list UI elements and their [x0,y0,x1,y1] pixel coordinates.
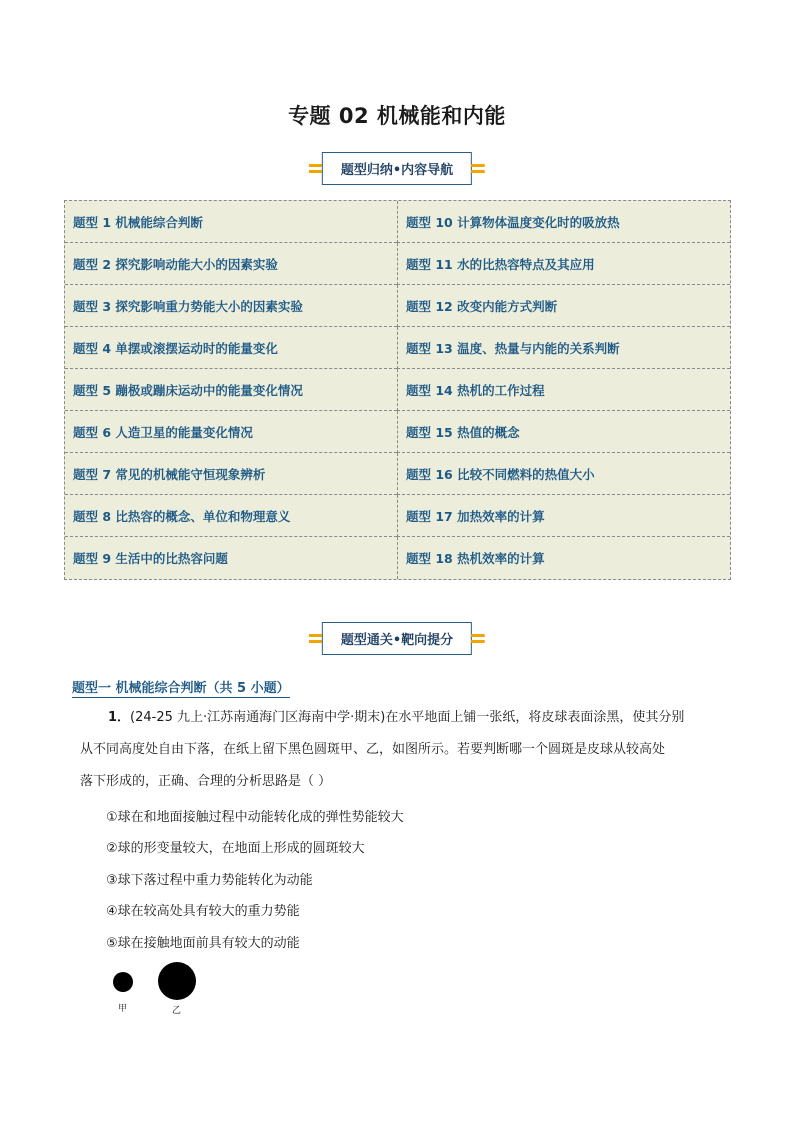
nav-item[interactable]: 题型 8 比热容的概念、单位和物理意义 [65,495,397,537]
option-item: ③球下落过程中重力势能转化为动能 [106,873,313,888]
small-spot-figure [113,972,133,992]
nav-section-badge [309,152,485,185]
question-section-heading: 题型一 机械能综合判断（共 5 小题） [72,677,290,698]
nav-item[interactable]: 题型 6 人造卫星的能量变化情况 [65,411,397,453]
nav-item[interactable]: 题型 2 探究影响动能大小的因素实验 [65,243,397,285]
question-number: 1． [108,710,131,725]
question-line: 落下形成的，正确、合理的分析思路是（ ） [80,774,332,789]
nav-item[interactable]: 题型 3 探究影响重力势能大小的因素实验 [65,285,397,327]
nav-item[interactable]: 题型 1 机械能综合判断 [65,201,397,243]
question-stem [80,702,720,798]
question-line: (24-25 九上·江苏南通海门区海南中学·期末)在水平地面上铺一张纸，将皮球表面涂黑，使其分别 [130,710,685,725]
nav-item[interactable]: 题型 9 生活中的比热容问题 [73,551,228,566]
badge-decoration-icon [471,634,485,643]
nav-item[interactable]: 题型 4 单摆或滚摆运动时的能量变化 [65,327,397,369]
nav-item[interactable]: 题型 17 加热效率的计算 [397,495,730,537]
badge-decoration-icon [309,634,323,643]
option-item: ①球在和地面接触过程中动能转化成的弹性势能较大 [106,810,404,825]
figure-label-yi: 乙 [172,1006,182,1016]
nav-item[interactable]: 题型 16 比较不同燃料的热值大小 [397,453,730,495]
large-spot-figure [158,962,196,1000]
figure-label-jia: 甲 [118,1004,128,1014]
nav-item[interactable]: 题型 5 蹦极或蹦床运动中的能量变化情况 [65,369,397,411]
option-item: ②球的形变量较大，在地面上形成的圆斑较大 [106,841,365,856]
practice-section-badge [309,622,485,655]
option-item: ④球在较高处具有较大的重力势能 [106,904,300,919]
question-line: 从不同高度处自由下落，在纸上留下黑色圆斑甲、乙，如图所示。若要判断哪一个圆斑是皮球从较高处 [80,742,666,757]
practice-badge-label: 题型通关•靶向提分 [322,622,472,655]
nav-item[interactable]: 题型 13 温度、热量与内能的关系判断 [397,327,730,369]
nav-item[interactable]: 题型 7 常见的机械能守恒现象辨析 [65,453,397,495]
nav-item[interactable]: 题型 14 热机的工作过程 [397,369,730,411]
nav-item[interactable]: 题型 15 热值的概念 [397,411,730,453]
nav-item[interactable]: 题型 18 热机效率的计算 [397,537,730,579]
nav-item[interactable]: 题型 11 水的比热容特点及其应用 [397,243,730,285]
topic-navigation-table [64,200,731,580]
nav-item[interactable]: 题型 10 计算物体温度变化时的吸放热 [397,201,730,243]
nav-item[interactable]: 题型 12 改变内能方式判断 [397,285,730,327]
option-item: ⑤球在接触地面前具有较大的动能 [106,936,300,951]
nav-badge-label: 题型归纳•内容导航 [322,152,472,185]
badge-decoration-icon [471,164,485,173]
badge-decoration-icon [309,164,323,173]
page-title: 专题 02 机械能和内能 [288,104,506,128]
